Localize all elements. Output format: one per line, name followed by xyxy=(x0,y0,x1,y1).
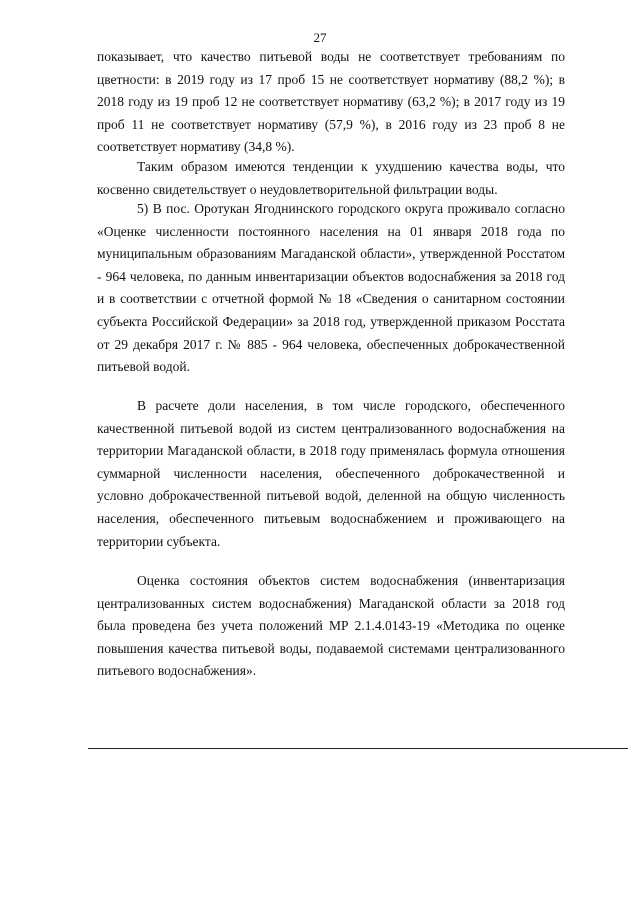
page-number: 27 xyxy=(313,30,327,45)
paragraph-text: показывает, что качество питьевой воды не соответствует требованиям по цветности: в 2019 году из 17 проб 15 не соответствует нормативу (88,2 %); в 2018 году из 19 проб 12 не соответствует нормативу (63,2 %); в 2017 году из 19 проб 11 не соответствует нормативу (57,9 %), в 2016 году из 23 проб 8 не соответствует нормативу (34,8 %). xyxy=(97,49,565,155)
paragraph-orotukan-population xyxy=(97,198,565,379)
paragraph-quality-trend xyxy=(97,156,565,201)
paragraph-water-color-quality xyxy=(97,46,565,159)
paragraph-text: Таким образом имеются тенденции к ухудшению качества воды, что косвенно свидетельствует о неудовлетворительной фильтрации воды. xyxy=(97,159,565,197)
footnote-divider-line xyxy=(88,748,628,749)
paragraph-text: 5) В пос. Оротукан Ягоднинского городского округа проживало согласно «Оценке численности постоянного населения на 01 января 2018 года по муниципальным образованиям Магаданской области», утвержденной Росстатом - 964 человека, по данным инвентаризации объектов водоснабжения за 2018 год и в соответствии с отчетной формой № 18 «Сведения о санитарном состоянии субъекта Российской Федерации» за 2018 год, утвержденной приказом Росстата от 29 декабря 2017 г. № 885 - 964 человека, обеспеченных доброкачественной питьевой водой. xyxy=(97,201,565,375)
paragraph-inventory-assessment xyxy=(97,570,565,683)
paragraph-population-share-calculation xyxy=(97,395,565,553)
paragraph-text: Оценка состояния объектов систем водоснабжения (инвентаризация централизованных систем водоснабжения) Магаданской области за 2018 год была проведена без учета положений МР 2.1.4.0143-19 «Методика по оценке повышения качества питьевой воды, подаваемой системами централизованного питьевого водоснабжения». xyxy=(97,573,565,679)
paragraph-text: В расчете доли населения, в том числе городского, обеспеченного качественной питьевой водой из систем централизованного водоснабжения на территории Магаданской области, в 2018 году применялась формула отношения суммарной численности населения, обеспеченного доброкачественной и условно доброкачественной питьевой водой, деленной на общую численность населения, обеспеченного питьевым водоснабжением и проживающего на территории субъекта. xyxy=(97,398,565,549)
